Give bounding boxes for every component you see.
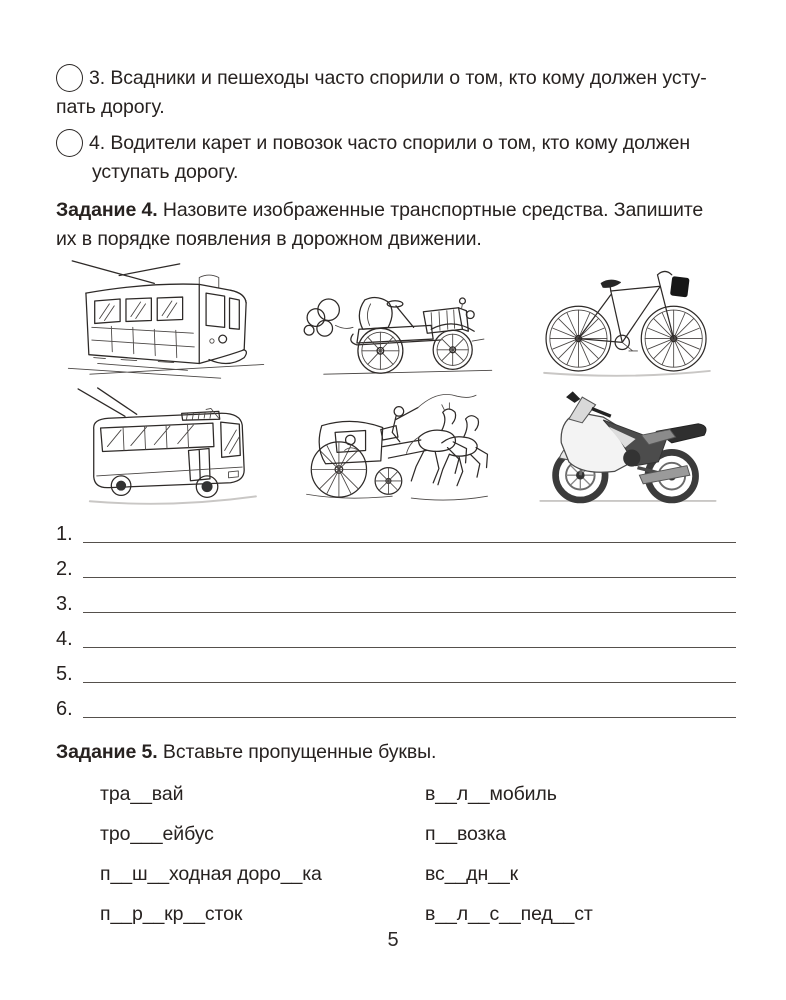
option-4-answer-circle[interactable] bbox=[56, 129, 83, 157]
word-exercise bbox=[56, 783, 736, 943]
option-3-text-line1: 3. Всадники и пешеходы часто спорили о том, кто кому должен усту- bbox=[89, 67, 707, 89]
option-4-text-line1: 4. Водители карет и повозок часто спорили о том, кто кому должен bbox=[89, 132, 691, 154]
tram-illustration-icon bbox=[63, 257, 271, 384]
word-column-right bbox=[381, 783, 593, 943]
vintage-car-illustration-icon bbox=[293, 257, 501, 384]
word-blank-peshekhodnaya: п__ш__ходная доро__ка bbox=[100, 863, 322, 885]
task4-text-line1: Назовите изображенные транспортные средства. Запишите bbox=[162, 199, 704, 221]
task4-text-line2: их в порядке появления в дорожном движении. bbox=[56, 228, 482, 250]
task5-label: Задание 5. bbox=[56, 741, 158, 763]
answer-line-3-number: 3. bbox=[56, 593, 73, 615]
page-number: 5 bbox=[387, 929, 399, 951]
vehicle-cell-bicycle bbox=[512, 256, 742, 385]
answer-line-2 bbox=[56, 545, 736, 580]
answer-line-6-rule[interactable] bbox=[83, 697, 736, 718]
word-blank-vsadnik: вс__дн__к bbox=[425, 863, 519, 885]
answer-line-5 bbox=[56, 650, 736, 685]
answer-line-6-number: 6. bbox=[56, 698, 73, 720]
vehicle-cell-vintage-car bbox=[282, 256, 512, 385]
option-4 bbox=[56, 129, 736, 187]
answer-line-6 bbox=[56, 685, 736, 720]
motorcycle-illustration-icon bbox=[527, 386, 727, 513]
word-blank-perekrestok: п__р__кр__сток bbox=[100, 903, 243, 925]
answer-line-3 bbox=[56, 580, 736, 615]
task5-text: Вставьте пропущенные буквы. bbox=[162, 741, 437, 763]
answer-line-5-number: 5. bbox=[56, 663, 73, 685]
answer-line-4-number: 4. bbox=[56, 628, 73, 650]
answer-line-5-rule[interactable] bbox=[83, 662, 736, 683]
option-3-answer-circle[interactable] bbox=[56, 64, 83, 92]
answer-line-4 bbox=[56, 615, 736, 650]
word-blank-velomobil: в__л__мобиль bbox=[425, 783, 557, 805]
trolleybus-illustration-icon bbox=[63, 386, 271, 513]
answer-line-2-number: 2. bbox=[56, 558, 73, 580]
option-4-text-line2: уступать дорогу. bbox=[92, 161, 239, 183]
vehicle-grid bbox=[52, 256, 742, 514]
answer-line-1 bbox=[56, 510, 736, 545]
vehicle-cell-motorcycle bbox=[512, 385, 742, 514]
word-blank-trolleybus: тро___ейбус bbox=[100, 823, 214, 845]
answer-line-3-rule[interactable] bbox=[83, 592, 736, 613]
word-blank-tramvai: тра__вай bbox=[100, 783, 184, 805]
vehicle-cell-tram bbox=[52, 256, 282, 385]
answer-line-1-number: 1. bbox=[56, 523, 73, 545]
horse-carriage-illustration-icon bbox=[297, 386, 497, 513]
word-column-left bbox=[56, 783, 381, 943]
vehicle-cell-horse-carriage bbox=[282, 385, 512, 514]
option-3-text-line2: пать дорогу. bbox=[56, 96, 165, 118]
task5-heading bbox=[56, 738, 736, 767]
answer-line-2-rule[interactable] bbox=[83, 557, 736, 578]
vehicle-cell-trolleybus bbox=[52, 385, 282, 514]
task4-heading bbox=[56, 196, 736, 254]
task4-label: Задание 4. bbox=[56, 199, 158, 221]
bicycle-illustration-icon bbox=[527, 257, 727, 384]
answer-line-4-rule[interactable] bbox=[83, 627, 736, 648]
word-blank-velosipedist: в__л__с__пед__ст bbox=[425, 903, 593, 925]
word-blank-povozka: п__возка bbox=[425, 823, 506, 845]
option-3 bbox=[56, 64, 736, 122]
answer-lines bbox=[56, 510, 736, 720]
answer-line-1-rule[interactable] bbox=[83, 522, 736, 543]
